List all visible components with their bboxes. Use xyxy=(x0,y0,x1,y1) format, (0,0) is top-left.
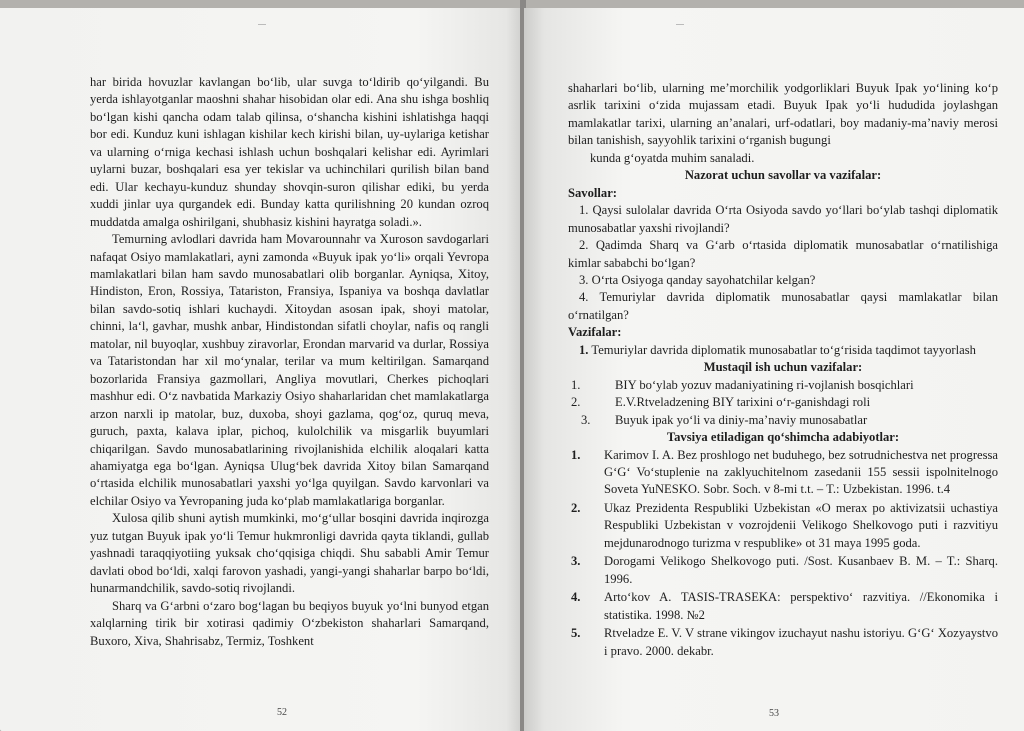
list-item xyxy=(568,394,998,411)
item-number: 1. xyxy=(571,377,581,392)
task-item xyxy=(568,342,998,359)
ref-number: 1. xyxy=(571,447,581,462)
item-number: 3. xyxy=(581,412,591,427)
reference-item xyxy=(568,589,998,624)
item-text: Buyuk ipak yo‘li va diniy-ma’naviy munosabatlar xyxy=(615,412,868,427)
page-number: 53 xyxy=(769,708,779,719)
question-item: 1. Qaysi sulolalar davrida O‘rta Osiyoda savdo yo‘llari bo‘ylab tashqi diplomatik munosabatlar yaxshi rivojlandi? xyxy=(568,203,998,235)
paragraph: shaharlari bo‘lib, ularning me’morchilik yodgorliklari Buyuk Ipak yo‘lining ko‘p asrlik tarixini o‘zida mujassam etadi. Buyuk Ipak yo‘li hududida joylashgan mamlakatlar tarixi, ularning an’analari, urf-odatlari, boy madaniy-ma’naviy merosi bilan tanishish, sayyohlik tarixini o‘rganish bugungi xyxy=(568,81,998,148)
left-page xyxy=(0,8,522,731)
reference-item xyxy=(568,553,998,588)
paragraph: Xulosa qilib shuni aytish mumkinki, mo‘g‘ullar bosqini davrida inqirozga yuz tutgan Buyuk ipak yo‘li Temur hukmronligi davrida qayta tiklandi, gullab yashnadi taraqqiyotiing yuksak cho‘qqisiga chiqdi. Shu sababli Amir Temur davlati obod bo‘ldi, xalqi farovon yashadi, yangi-yangi shaharlar barpo bo‘ldi, hunarmandchilik, savdo-sotiq rivojlandi. xyxy=(90,511,489,596)
right-page xyxy=(524,8,1024,731)
scan-top-edge xyxy=(0,0,1024,8)
ref-text: Ukaz Prezidenta Respubliki Uzbekistan «O merax po aktivizatsii uchastiya Respubliki Uzbekistan v vozrojdenii Velikogo Shelkovogo puti i razvitiyu mejdunarodnogo turizma v respublike» ot 31 maya 1995 goda. xyxy=(604,500,998,550)
paragraph: Sharq va G‘arbni o‘zaro bog‘lagan bu beqiyos buyuk yo‘lni bunyod etgan xalqlarning tirik bir xotirasi qadimiy O‘zbekiston shaharlari Samarqand, Buxoro, Xiva, Shahrisabz, Termiz, Toshkent xyxy=(90,598,489,648)
right-page-text xyxy=(568,80,998,661)
paragraph: kunda g‘oyatda muhim sanaladi. xyxy=(590,150,755,165)
subheading-savollar: Savollar: xyxy=(568,185,617,200)
paragraph: Temurning avlodlari davrida ham Movarounnahr va Xuroson savdogarlari nafaqat Osiyo mamlakatlari, ayni zamonda «Buyuk ipak yo‘li» orqali Yevropa mamlakatlari bilan ham savdo munosabatlari olib borganlar. Ayniqsa, Xitoy, Hindiston, Eron, Rossiya, Tatariston, Fransiya, Ispaniya va boshqa davlatlar bilan savdo-sotiq ishlari kuchaydi. Xitoydan asosan ipak, shoyi matolar, chinni, la‘l, gavhar, mushk anbar, Hindistondan sifatli choylar, nafis oq rangli matolar, nil buyoqlar, xushbuy ziravorlar, Erondan marvarid va durlar, Rossiya va Tataristondan har xil mo‘ynalar, terilar va mum keltirilgan. Samarqand bozorlarida Fransiya gazmollari, Angliya movutlari, Cherkes pichoqlari mashhur edi. O‘z navbatida Markaziy Osiyo shaharlaridan chet mamlakatlarga arzon narxli ip matolar, buz, duxoba, shoyi gazlama, qog‘oz, quruq meva, guruch, paxta, kalava iplar, pichoq, kulolchilik va misgarlik buyumlari chiqarilgan. Savdo munosabatlarining rivojlanishida elchilik aloqalari katta ahamiyatga ega bo‘lgan. Ayniqsa Ulug‘bek davrida Xitoy bilan Samarqand o‘rtasida elchilik munosabatlari yaxshi yo‘lga quyilgan. Savdo karvonlari va elchilar Osiyo va Yevropaning juda ko‘plab mamlakatlariga borganlar. xyxy=(90,232,489,508)
item-text: BIY bo‘ylab yozuv madaniyatining ri-vojlanish bosqichlari xyxy=(615,377,914,392)
page-mark xyxy=(676,24,684,25)
section-heading: Nazorat uchun savollar va vazifalar: xyxy=(684,168,882,183)
reference-item xyxy=(568,625,998,660)
section-heading: Mustaqil ish uchun vazifalar: xyxy=(703,360,863,375)
ref-number: 3. xyxy=(571,554,581,569)
ref-number: 4. xyxy=(571,590,581,605)
question-item: 4. Temuriylar davrida diplomatik munosabatlar qaysi mamlakatlar bilan o‘rnatilgan? xyxy=(568,290,998,322)
question-item: 3. O‘rta Osiyoga qanday sayohatchilar kelgan? xyxy=(579,272,816,287)
item-number: 2. xyxy=(571,395,581,410)
reference-item xyxy=(568,447,998,499)
subheading-vazifalar: Vazifalar: xyxy=(568,325,622,340)
reference-item xyxy=(568,500,998,552)
list-item xyxy=(568,412,998,429)
task-number: 1. xyxy=(579,342,589,357)
reference-list xyxy=(568,447,998,660)
question-list xyxy=(568,202,998,324)
ref-number: 2. xyxy=(571,500,581,515)
left-page-text xyxy=(90,74,489,650)
task-text: Temuriylar davrida diplomatik munosabatlar to‘g‘risida taqdimot tayyorlash xyxy=(591,342,976,357)
item-text: E.V.Rtveladzening BIY tarixini o‘r-ganishdagi roli xyxy=(615,395,871,410)
question-item: 2. Qadimda Sharq va G‘arb o‘rtasida diplomatik munosabatlar o‘rnatilishiga kimlar sababchi bo‘lgan? xyxy=(568,238,998,270)
page-number: 52 xyxy=(277,707,287,718)
ref-number: 5. xyxy=(571,626,581,641)
ref-text: Arto‘kov A. TASIS-TRASEKA: perspektivo‘ razvitiya. //Ekonomika i statistika. 1998. №2 xyxy=(604,590,998,622)
ref-text: Dorogami Velikogo Shelkovogo puti. /Sost. Kusanbaev B. M. – T.: Sharq. 1996. xyxy=(604,554,998,586)
independent-task-list xyxy=(568,377,998,429)
paragraph: har birida hovuzlar kavlangan bo‘lib, ular suvga to‘ldirib qo‘yilgandi. Bu yerda ishlayotganlar maoshni shahar hisobidan olar edi. Ana shu ishga boshliq bo‘lgan kishi qancha odam talab qilinsa, o‘shancha kishini ishlatishga haqqi bor edi. Kunduz kuni ishlagan kishilar kech kirishi bilan, uy-uylariga ketishar va ularning o‘rniga kechasi ishlash uchun boshqalari kelishar edi. Ayrimlari uylarni buzar, boshqalari esa yer tekislar va uchinchilari qurilish bilan band edi. Ular kechayu-kunduz shunday shovqin-suron qilishar ediki, bu yerda xuddi jinlar uya qurgandek edi. Bunday katta qurilishning 20 kundan ozroq muddatda amalga oshirilgani, shubhasiz kishini hayratga soladi.». xyxy=(90,75,489,229)
ref-text: Karimov I. A. Bez proshlogo net buduhego, bez sotrudnichestva net progressa G‘G‘ Vo‘stuplenie na zaklyuchitelnom zasedanii 155 sessii ispolnitelnogo Soveta YuNESKO. Sobr. Soch. v 8-mi t.t. – T.: Uzbekistan. 1996. t.4 xyxy=(604,447,998,497)
ref-text: Rtveladze E. V. V strane vikingov izuchayut nashu istoriyu. G‘G‘ Xozyaystvo i pravo. 2000. dekabr. xyxy=(604,626,998,658)
section-heading: Tavsiya etiladigan qo‘shimcha adabiyotlar: xyxy=(666,430,900,445)
list-item xyxy=(568,377,998,394)
page-mark xyxy=(258,24,266,25)
